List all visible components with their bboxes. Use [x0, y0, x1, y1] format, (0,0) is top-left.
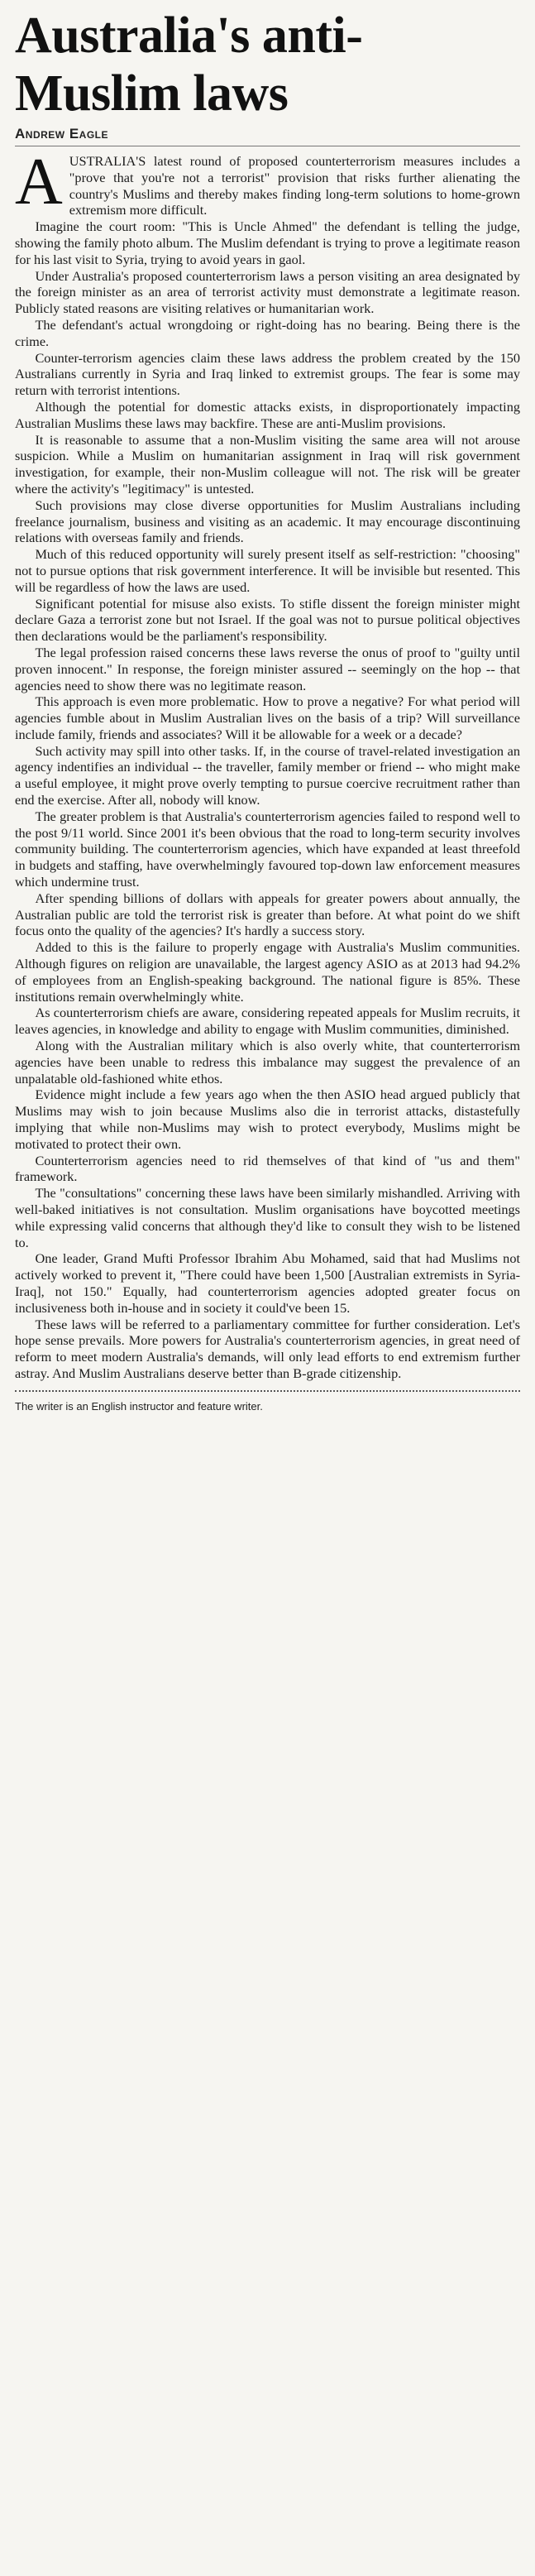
paragraph-6: Although the potential for domestic attacks exists, in disproportionately impacting Australian Muslims these laws may backfire. These are anti-Muslim provisions. [15, 398, 520, 431]
paragraph-14: The greater problem is that Australia's counterterrorism agencies failed to respond well to the post 9/11 world. Since 2001 it's been obvious that the road to long-term security involves community building. The counterterrorism agencies, which have expanded at least threefold in budgets and staffing, have overwhelmingly favoured top-down law enforcement measures which undermine trust. [15, 808, 520, 890]
paragraph-2: Imagine the court room: "This is Uncle Ahmed" the defendant is telling the judge, showing the family photo album. The Muslim defendant is trying to prove a legitimate reason for his last visit to Syria, trying to avoid years in gaol. [15, 218, 520, 267]
lead-paragraph-text: USTRALIA'S latest round of proposed counterterrorism measures includes a "prove that you're not a terrorist" provision that risks further alienating the country's Muslims and thereby makes finding long-term solutions to home-grown extremism more difficult. [69, 153, 520, 218]
paragraph-17: As counterterrorism chiefs are aware, considering repeated appeals for Muslim recruits, it leaves agencies, in knowledge and ability to engage with Muslim communities, diminished. [15, 1005, 520, 1038]
paragraph-7: It is reasonable to assume that a non-Muslim visiting the same area will not arouse suspicion. While a Muslim on humanitarian assignment in Iraq will risk government investigation, for example, their non-Muslim colleague will not. The risk will be greater where the activity's "legitimacy" is untested. [15, 431, 520, 496]
lead-paragraph [15, 146, 520, 218]
paragraph-15: After spending billions of dollars with appeals for greater powers about annually, the Australian public are told the terrorist risk is greater than before. At what point do we shift focus onto the quality of the agencies? It's hardly a success story. [15, 890, 520, 939]
drop-cap: A [15, 146, 63, 218]
paragraph-4: The defendant's actual wrongdoing or right-doing has no bearing. Being there is the crime. [15, 316, 520, 349]
author-note: The writer is an English instructor and feature writer. [15, 1399, 263, 1413]
paragraph-22: One leader, Grand Mufti Professor Ibrahim Abu Mohamed, said that had Muslims not actively worked to prevent it, "There could have been 1,500 [Australian extremists in Syria-Iraq], not 150." Equally, had counterterrorism agencies adopted greater focus on inclusiveness both in-house and in society it could've been 15. [15, 1250, 520, 1316]
footer-divider [15, 1390, 520, 1392]
paragraph-13: Such activity may spill into other tasks. If, in the course of travel-related investigation an agency indentifies an individual -- the traveller, family member or friend -- who might make a useful employee, it might prove overly tempting to pursue coercive recruitment rather than end the exercise. After all, nobody will know. [15, 742, 520, 808]
headline: Australia's anti-Muslim laws [15, 7, 363, 122]
paragraph-20: Counterterrorism agencies need to rid themselves of that kind of "us and them" framework. [15, 1152, 520, 1185]
paragraph-5: Counter-terrorism agencies claim these laws address the problem created by the 150 Australians currently in Syria and Iraq linked to extremist groups. The fear is some may return with terrorist intentions. [15, 349, 520, 399]
article-body [15, 146, 520, 1382]
paragraph-8: Such provisions may close diverse opportunities for Muslim Australians including freelance journalism, business and visiting as an academic. It may encourage discontinuing relations with overseas family and friends. [15, 496, 520, 546]
paragraph-10: Significant potential for misuse also exists. To stifle dissent the foreign minister might declare Gaza a terrorist zone but not Israel. If the goal was not to pursue political objectives then declarations would be the parliament's responsibility. [15, 595, 520, 645]
paragraph-16: Added to this is the failure to properly engage with Australia's Muslim communities. Although figures on religion are unavailable, the largest agency ASIO as at 2013 had 94.2% of employees from an English-speaking background. The national figure is 85%. These institutions remain overwhelmingly white. [15, 939, 520, 1005]
paragraph-12: This approach is even more problematic. How to prove a negative? For what period will agencies fumble about in Muslim Australian lives on the basis of a trip? Will surveillance include family, friends and associates? Will it be allowable for a week or a decade? [15, 693, 520, 742]
paragraph-11: The legal profession raised concerns these laws reverse the onus of proof to "guilty until proven innocent." In response, the foreign minister assured -- seemingly on the hop -- that agencies need to show there was no legitimate reason. [15, 644, 520, 693]
paragraph-3: Under Australia's proposed counterterrorism laws a person visiting an area designated by the foreign minister as an area of terrorist activity must demonstrate a legitimate reason. Publicly stated reasons are visiting relatives or humanitarian work. [15, 267, 520, 317]
paragraph-19: Evidence might include a few years ago when the then ASIO head argued publicly that Muslims may wish to join because Muslims also die in terrorist attacks, distastefully implying that while non-Muslims may wish to protect everybody, Muslims might be motivated to protect their own. [15, 1087, 520, 1152]
paragraph-21: The "consultations" concerning these laws have been similarly mishandled. Arriving with well-baked initiatives is not consultation. Muslim organisations have boycotted meetings while expressing valid concerns that although they'd like to consult they wish to be listened to. [15, 1185, 520, 1250]
paragraph-9: Much of this reduced opportunity will surely present itself as self-restriction: "choosing" not to pursue options that risk government interference. It will be invisible but resented. This will be regardless of how the laws are used. [15, 546, 520, 595]
byline: Andrew Eagle [15, 126, 109, 142]
paragraph-23: These laws will be referred to a parliamentary committee for further consideration. Let's hope sense prevails. More powers for Australia's counterterrorism agencies, in great need of reform to meet modern Australia's demands, will only lead efforts to end extremism further astray. And Muslim Australians deserve better than B-grade citizenship. [15, 1316, 520, 1381]
paragraph-18: Along with the Australian military which is also overly white, that counterterrorism agencies have been unable to redress this imbalance may suggest the prevalence of an unpalatable old-fashioned white ethos. [15, 1038, 520, 1087]
